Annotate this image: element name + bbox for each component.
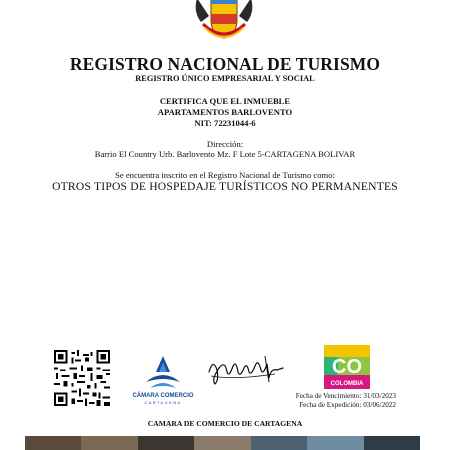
signature-icon	[205, 350, 287, 390]
photo-tile	[251, 436, 307, 450]
property-name: APARTAMENTOS BARLOVENTO	[157, 107, 293, 117]
photo-tile	[138, 436, 194, 450]
footer-organization: CAMARA DE COMERCIO DE CARTAGENA	[147, 419, 303, 428]
co-logo-subtext: COLOMBIA	[330, 381, 364, 387]
photo-strip	[25, 436, 420, 450]
coat-of-arms-icon	[191, 0, 257, 42]
certification-line: CERTIFICA QUE EL INMUEBLE	[159, 96, 291, 106]
expiry-date: Fecha de Vencimiento: 31/03/2023	[295, 392, 396, 400]
document-title: REGISTRO NACIONAL DE TURISMO	[69, 54, 381, 74]
qr-code-icon	[54, 350, 110, 406]
address-value: Barrio El Country Urb. Barlovento Mz. F Lote 5-CARTAGENA BOLIVAR	[94, 149, 356, 159]
photo-tile	[307, 436, 363, 450]
colombia-co-logo-icon	[324, 345, 370, 389]
photo-tile	[81, 436, 137, 450]
registration-text: Se encuentra inscrito en el Registro Nacional de Turismo como:	[115, 170, 335, 180]
issue-date: Fecha de Expedición: 03/06/2022	[299, 401, 396, 410]
co-logo-text: CO	[332, 356, 362, 378]
chamber-city: CARTAGENA	[144, 400, 182, 405]
registration-category: OTROS TIPOS DE HOSPEDAJE TURÍSTICOS NO PERMANENTES	[52, 180, 398, 193]
chamber-name: CÁMARA COMERCIO	[132, 393, 194, 399]
photo-tile	[194, 436, 250, 450]
photo-tile	[25, 436, 81, 450]
nit-number: NIT: 72231044-6	[194, 118, 256, 128]
document-subtitle: REGISTRO ÚNICO EMPRESARIAL Y SOCIAL	[135, 74, 315, 83]
dates-block	[296, 392, 396, 411]
photo-tile	[364, 436, 420, 450]
address-label: Dirección:	[206, 139, 244, 149]
